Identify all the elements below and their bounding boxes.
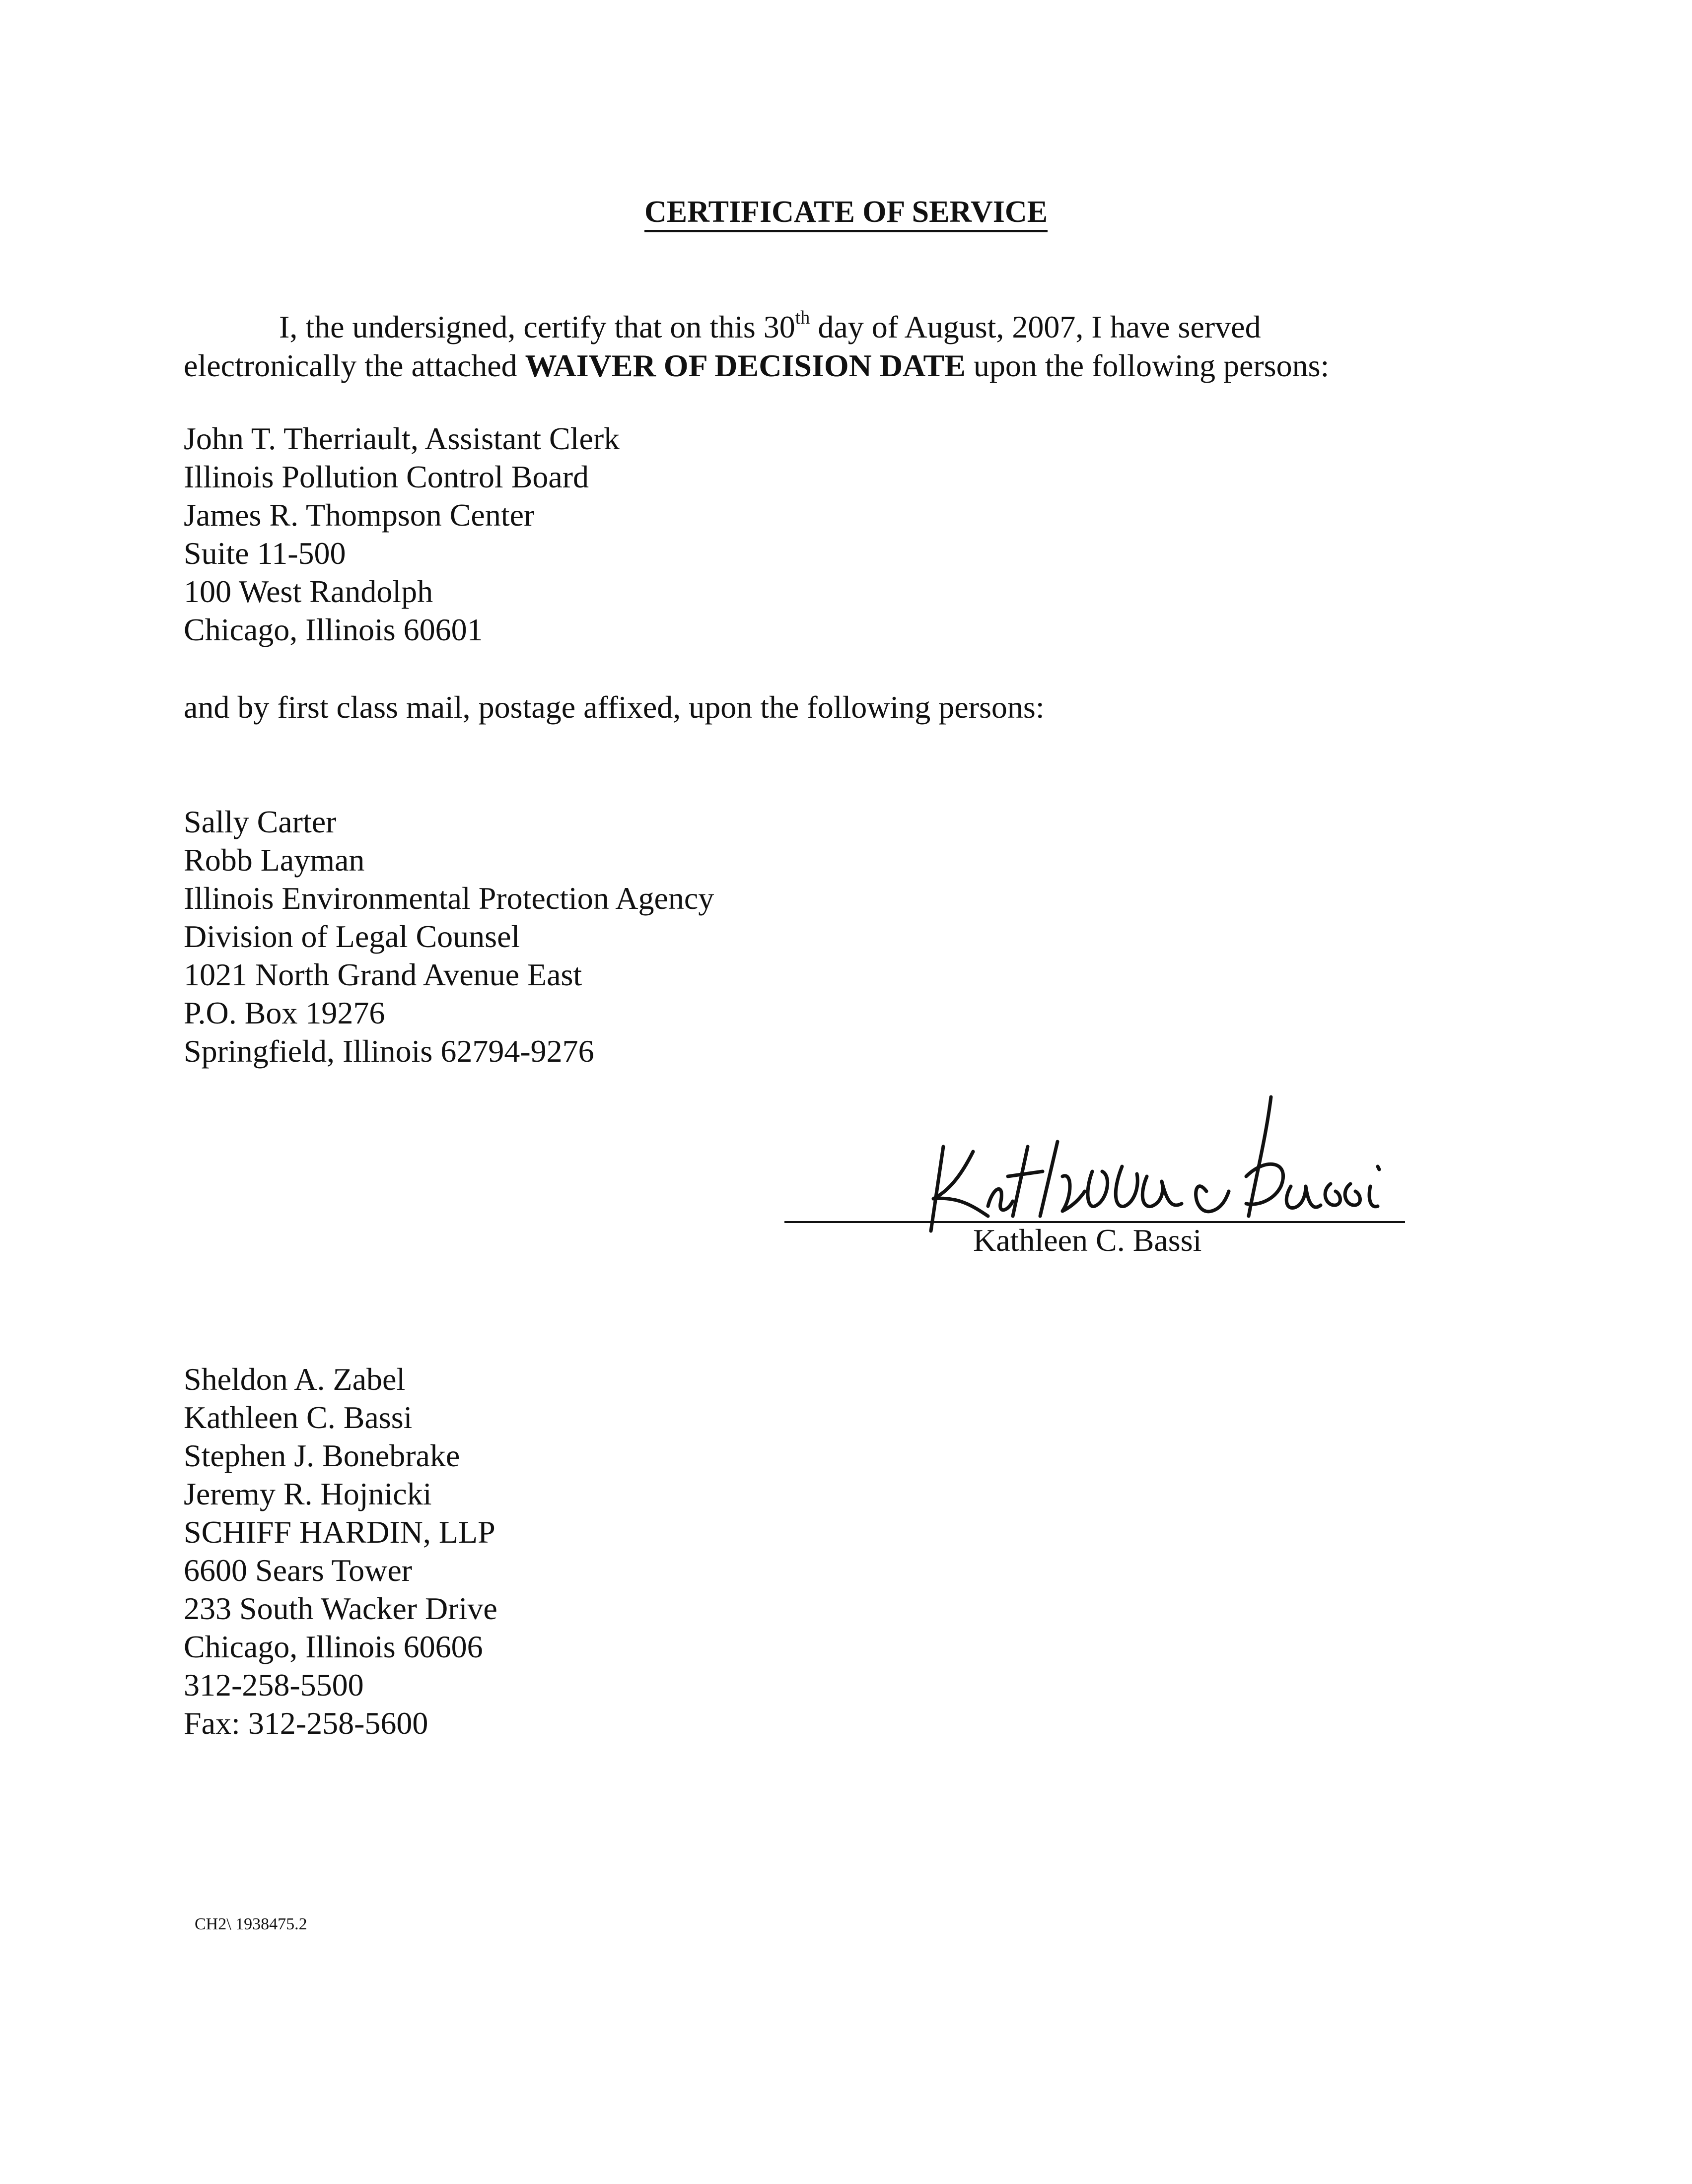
counsel-line: Chicago, Illinois 60606	[184, 1629, 483, 1664]
mail-recipients-block	[184, 803, 714, 1070]
counsel-line: Sheldon A. Zabel	[184, 1362, 406, 1397]
document-title-text: CERTIFICATE OF SERVICE	[644, 195, 1048, 232]
document-served-name: WAIVER OF DECISION DATE	[525, 348, 966, 383]
counsel-line: 6600 Sears Tower	[184, 1553, 413, 1588]
address-line: Chicago, Illinois 60601	[184, 612, 483, 647]
address-line: John T. Therriault, Assistant Clerk	[184, 421, 620, 456]
signature-block	[784, 1092, 1410, 1261]
address-line: James R. Thompson Center	[184, 497, 535, 533]
counsel-contact-block	[184, 1360, 497, 1742]
certification-text-d: upon the following persons:	[965, 348, 1330, 383]
certification-line-1	[184, 308, 1574, 346]
counsel-line: 312-258-5500	[184, 1667, 364, 1703]
document-id: CH2\ 1938475.2	[195, 1915, 307, 1933]
address-line: Division of Legal Counsel	[184, 919, 520, 954]
certification-text-b: day of August, 2007, I have served	[810, 309, 1261, 344]
address-line: Springfield, Illinois 62794-9276	[184, 1033, 594, 1069]
signer-printed-name: Kathleen C. Bassi	[973, 1223, 1202, 1258]
document-title	[0, 195, 1692, 230]
counsel-line: 233 South Wacker Drive	[184, 1591, 497, 1626]
certification-line-2	[184, 346, 1574, 385]
counsel-line: Kathleen C. Bassi	[184, 1400, 413, 1435]
counsel-line: Jeremy R. Hojnicki	[184, 1476, 432, 1511]
address-line: 100 West Randolph	[184, 574, 433, 609]
certification-text-a: I, the undersigned, certify that on this 30	[279, 309, 795, 344]
certification-text-c: electronically the attached	[184, 348, 525, 383]
address-line: Illinois Environmental Protection Agency	[184, 881, 714, 916]
counsel-line: SCHIFF HARDIN, LLP	[184, 1514, 495, 1550]
mail-service-statement: and by first class mail, postage affixed, upon the following persons:	[184, 689, 1045, 725]
counsel-line: Stephen J. Bonebrake	[184, 1438, 460, 1473]
address-line: Robb Layman	[184, 842, 365, 878]
address-line: P.O. Box 19276	[184, 995, 385, 1030]
certification-paragraph	[184, 308, 1574, 385]
ordinal-suffix: th	[795, 307, 810, 328]
address-line: Sally Carter	[184, 804, 337, 839]
address-line: Illinois Pollution Control Board	[184, 459, 589, 494]
address-line: Suite 11-500	[184, 536, 346, 571]
address-line: 1021 North Grand Avenue East	[184, 957, 582, 992]
electronic-recipient-block	[184, 419, 620, 649]
counsel-line: Fax: 312-258-5600	[184, 1706, 428, 1741]
